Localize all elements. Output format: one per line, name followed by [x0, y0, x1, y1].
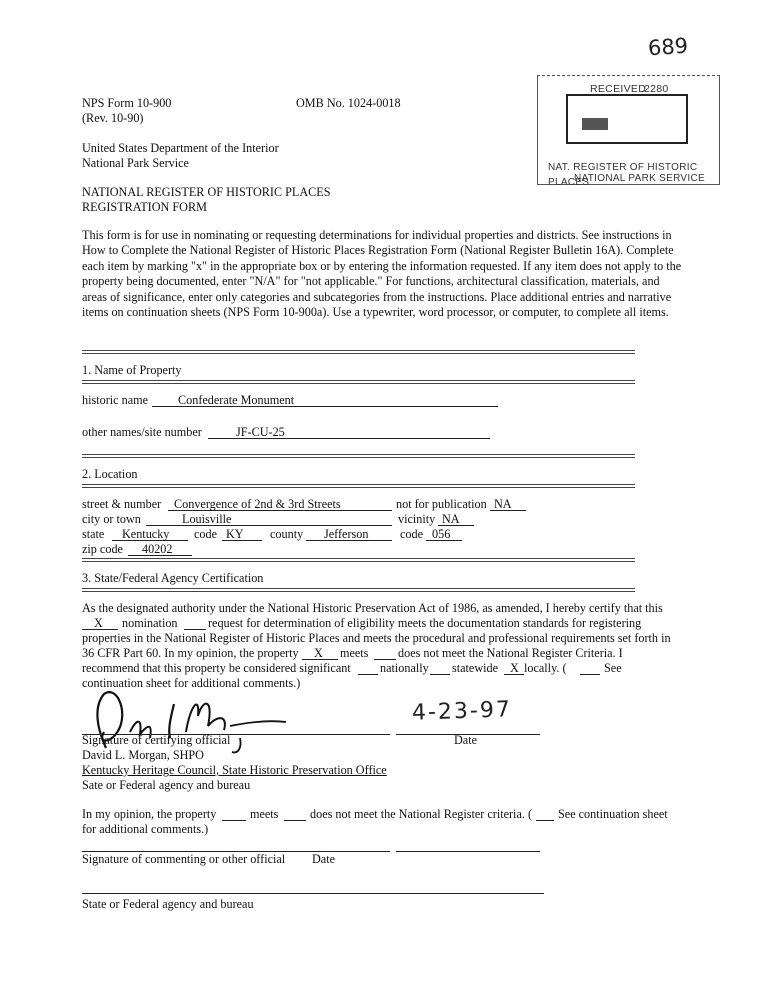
opinion-line2: for additional comments.) [82, 822, 209, 836]
opinion-c: does not meet the National Register criteria. ( [310, 807, 533, 821]
certification-see: See [604, 661, 622, 675]
does-not-meet-underline [374, 659, 396, 660]
certification-line3: properties in the National Register of Historic Places and meets the procedural and professional requirements set forth in [82, 631, 671, 645]
stamp-inner-box [566, 94, 688, 144]
nomination-mark[interactable]: X [94, 616, 103, 630]
double-rule [82, 558, 635, 562]
certification-line4-a: 36 CFR Part 60. In my opinion, the property [82, 646, 299, 660]
street-value[interactable]: Convergence of 2nd & 3rd Streets [174, 497, 341, 511]
county-value[interactable]: Jefferson [324, 527, 369, 541]
department: United States Department of the Interior [82, 141, 279, 155]
see-continuation-underline [580, 674, 600, 675]
commenting-date-line [396, 851, 540, 852]
not-for-publication-label: not for publication [396, 497, 487, 511]
city-value[interactable]: Louisville [182, 512, 232, 526]
section1-heading: 1. Name of Property [82, 363, 182, 377]
instructions-paragraph: This form is for use in nominating or requesting determinations for individual properties and districts. See instructions in How to Complete the National Register of Historic Places Registration Form (National Register Bulletin 16A). Complete each item by marking "x" in the appropriate box or by entering the information requested. If any item does not apply to the property being documented, enter "N/A" for "not applicable." For functions, architectural classification, materials, and areas of significance, enter only categories and subcategories from the instructions. Place additional entries and narrative items on continuation sheets (NPS Form 10-900a). Use a typewriter, word processor, or computer, to complete all items. [82, 228, 682, 320]
meets-mark[interactable]: X [314, 646, 323, 660]
commenting-date-label: Date [312, 852, 336, 866]
certification-statewide: statewide [452, 661, 499, 675]
street-label: street & number [82, 497, 162, 511]
opinion-see-underline [536, 820, 554, 821]
certification-line5-a: recommend that this property be considered significant [82, 661, 351, 675]
double-rule [82, 380, 635, 384]
opinion-does-not-underline [284, 820, 306, 821]
opinion-a: In my opinion, the property [82, 807, 217, 821]
county-label: county [270, 527, 304, 541]
bureau-line [82, 893, 544, 894]
state-code-label: code [194, 527, 218, 541]
handwritten-date: 4-23-97 [411, 697, 513, 726]
other-names-value[interactable]: JF-CU-25 [236, 425, 285, 439]
opinion-meets: meets [250, 807, 279, 821]
double-rule [82, 350, 635, 354]
date-label: Date [454, 733, 478, 747]
stamp-line2: NATIONAL PARK SERVICE [574, 173, 705, 184]
opinion-meets-underline [222, 820, 246, 821]
certification-line2: request for determination of eligibility meets the documentation standards for registering [208, 616, 642, 630]
state-code-value[interactable]: KY [226, 527, 244, 541]
other-names-label: other names/site number [82, 425, 202, 439]
county-code-label: code [400, 527, 424, 541]
signature-label: Signature of certifying official [82, 733, 231, 747]
nationally-underline [358, 674, 378, 675]
agency-name [82, 763, 387, 778]
not-for-publication-value[interactable]: NA [494, 497, 512, 511]
state-label: state [82, 527, 105, 541]
omb-number: OMB No. 1024-0018 [296, 96, 401, 110]
certification-nationally: nationally [380, 661, 429, 675]
certification-line4-c: does not meet the National Register Criteria. I [398, 646, 623, 660]
county-code-value[interactable]: 056 [432, 527, 451, 541]
form-number: NPS Form 10-900 [82, 96, 172, 110]
historic-name-label: historic name [82, 393, 148, 407]
certification-meets: meets [340, 646, 369, 660]
zip-label: zip code [82, 542, 123, 556]
certification-line1: As the designated authority under the National Historic Preservation Act of 1986, as amended, I hereby certify that this [82, 601, 663, 615]
received-stamp [537, 75, 720, 189]
bureau-label: State or Federal agency and bureau [82, 897, 254, 911]
locally-mark[interactable]: X [510, 661, 519, 675]
handwritten-page-number: 689 [647, 33, 689, 61]
form-revision: (Rev. 10-90) [82, 111, 144, 125]
certification-locally: locally. ( [524, 661, 567, 675]
form-title-line2: REGISTRATION FORM [82, 200, 207, 214]
certification-nomination: nomination [122, 616, 178, 630]
state-value[interactable]: Kentucky [122, 527, 170, 541]
double-rule [82, 484, 635, 488]
agency-name-text: Kentucky Heritage Council, State Historic Preservation Office [82, 763, 387, 777]
city-label: city or town [82, 512, 141, 526]
section2-heading: 2. Location [82, 467, 138, 481]
stamp-line1: NAT. REGISTER OF HISTORIC PLACES [548, 162, 698, 189]
section3-heading: 3. State/Federal Agency Certification [82, 571, 264, 585]
historic-name-value[interactable]: Confederate Monument [178, 393, 295, 407]
stamp-smudge [582, 118, 608, 130]
official-name: David L. Morgan, SHPO [82, 748, 204, 762]
certification-line6: continuation sheet for additional comments.) [82, 676, 301, 690]
form-title-line1: NATIONAL REGISTER OF HISTORIC PLACES [82, 185, 331, 199]
opinion-d: See continuation sheet [558, 807, 668, 821]
agency-label: Sate or Federal agency and bureau [82, 778, 251, 792]
vicinity-label: vicinity [398, 512, 436, 526]
service: National Park Service [82, 156, 189, 170]
double-rule [82, 588, 635, 592]
zip-value[interactable]: 40202 [142, 542, 173, 556]
request-mark-underline [184, 629, 206, 630]
vicinity-value[interactable]: NA [442, 512, 460, 526]
stamp-received: RECEIVED [590, 83, 647, 95]
stamp-number: 2280 [644, 83, 669, 95]
commenting-label: Signature of commenting or other official [82, 852, 286, 866]
statewide-underline [430, 674, 450, 675]
double-rule [82, 454, 635, 458]
